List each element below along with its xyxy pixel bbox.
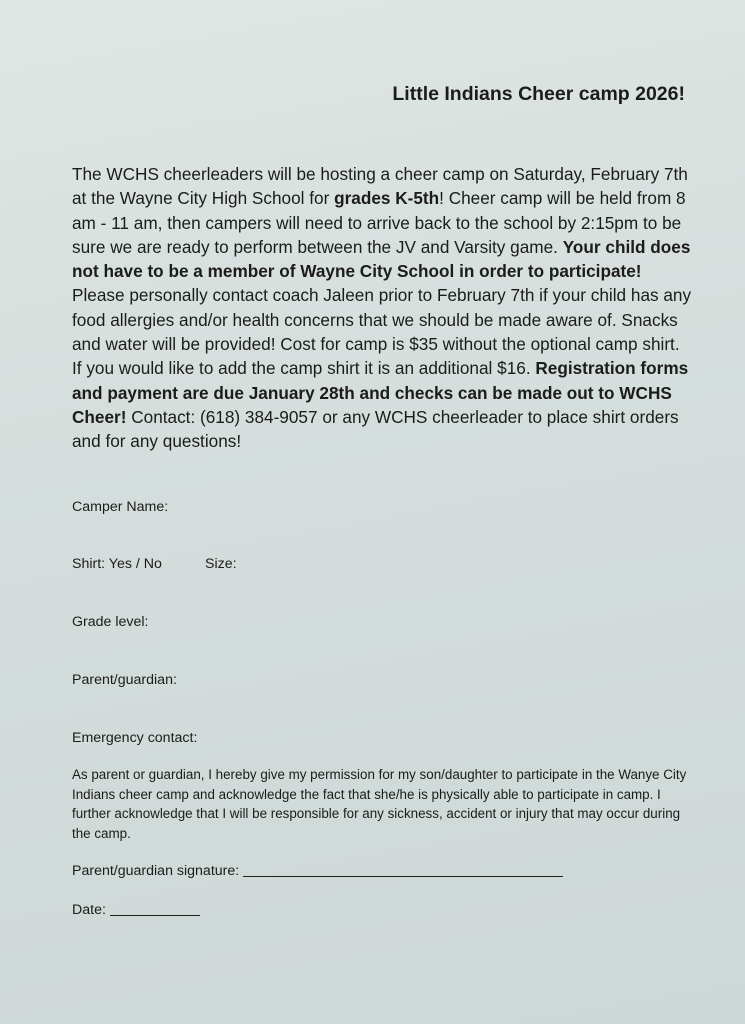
signature-label: Parent/guardian signature:	[72, 863, 240, 879]
grade-level-label: Grade level:	[72, 614, 149, 630]
date-label: Date:	[72, 902, 106, 918]
flyer-title: Little Indians Cheer camp 2026!	[392, 83, 685, 105]
shirt-field[interactable]	[72, 556, 237, 572]
grade-level-field[interactable]	[72, 614, 149, 630]
camper-name-label: Camper Name:	[72, 499, 169, 515]
date-field[interactable]	[72, 902, 200, 918]
signature-field[interactable]	[72, 863, 563, 879]
intro-text-2: ! Cheer camp will be held from 8 am - 11 am, then campers will need to arrive back to the school by 2:15pm to be sure we are ready to perform between the JV and Varsity game.	[72, 188, 686, 257]
intro-bold-registration: Registration forms and payment are due January 28th and checks can be made out to WCHS Cheer!	[72, 358, 689, 427]
size-label: Size:	[205, 556, 237, 572]
parent-guardian-label: Parent/guardian:	[72, 672, 177, 688]
intro-text-4: Contact: (618) 384-9057 or any WCHS cheerleader to place shirt orders and for any questions!	[72, 406, 679, 452]
shirt-label: Shirt: Yes / No	[72, 556, 162, 572]
emergency-contact-field[interactable]	[72, 730, 197, 746]
intro-bold-membership: Your child does not have to be a member of Wayne City School in order to participate!	[72, 236, 691, 282]
signature-line[interactable]	[243, 875, 563, 877]
permission-statement: As parent or guardian, I hereby give my permission for my son/daughter to participate in the Wanye City Indians cheer camp and acknowledge the fact that she/he is physically able to participate in camp. I further acknowledge that I will be responsible for any sickness, accident or injury that may occur during the camp.	[72, 767, 687, 841]
intro-text-1: The WCHS cheerleaders will be hosting a cheer camp on Saturday, February 7th at the Wayne City High School for	[72, 164, 688, 209]
emergency-contact-label: Emergency contact:	[72, 730, 198, 746]
intro-paragraph	[72, 162, 692, 454]
intro-bold-grades: grades K-5th	[334, 188, 440, 209]
date-line[interactable]	[110, 914, 200, 916]
intro-text-3: Please personally contact coach Jaleen prior to February 7th if your child has any food allergies and/or health concerns that we should be made aware of. Snacks and water will be provided! Cost for camp is $35 without the optional camp shirt. If you would like to add the camp shirt it is an additional $16.	[72, 285, 692, 379]
camper-name-field[interactable]	[72, 499, 168, 515]
parent-guardian-field[interactable]	[72, 672, 177, 688]
